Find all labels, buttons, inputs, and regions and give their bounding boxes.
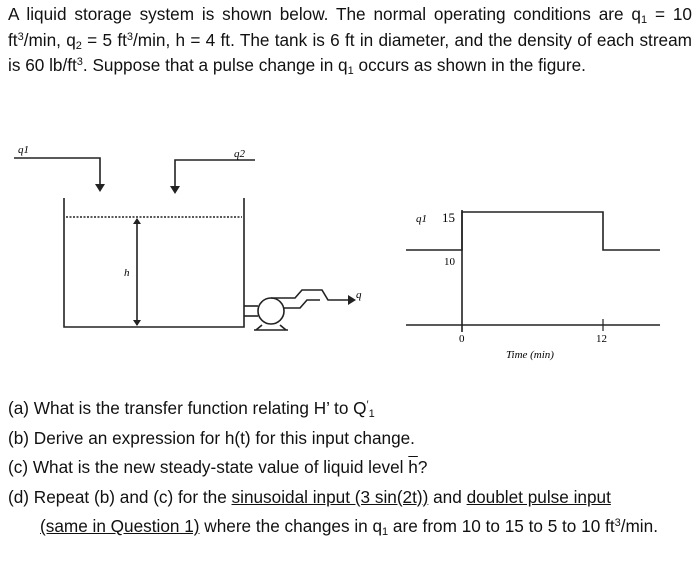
question-text: ? [417,457,428,477]
intro-text: /min, h = 4 ft. The tank is 6 ft in diameter, and the density of each stream is 60 lb/ft [8,29,692,75]
tank-diagram [14,158,356,330]
question-text: (c) What is the new steady-state value of liquid level [8,457,409,477]
prime-mark: ′ [366,399,369,411]
level-arrow-down [133,320,141,326]
tick-10-label: 10 [444,256,455,268]
tank-q-label: q [356,289,362,301]
question-b: (b) Derive an expression for h(t) for this input change. [8,427,415,448]
question-text: where the changes in q [199,516,383,536]
intro-text: A liquid storage system is shown below. The normal operating conditions are q [8,4,641,24]
intro-text: occurs as shown in the figure. [353,55,586,75]
subscript: 1 [347,65,354,77]
discharge-pipe-bottom [284,300,320,308]
question-text: and [428,486,467,507]
pulse-input-graph [406,210,660,332]
question-text: /min. [620,516,658,536]
inlet-arrow-q1 [95,184,105,192]
subscript: 1 [368,408,375,420]
question-d-continued [8,512,692,542]
intro-text: = 10 ft [8,4,692,50]
underlined-phrase: (same in Question 1) [40,516,200,536]
superscript: 3 [126,30,134,43]
problem-intro [8,2,692,79]
symbol-q: Q [353,398,367,418]
question-text: (a) What is the transfer function relating H’ to [8,398,354,418]
tank-q2-label: q2 [234,148,245,160]
outlet-arrow [348,295,356,305]
inlet-arrow-q2 [170,186,180,194]
symbol-h-bar: $\overline{h}$ [408,457,418,477]
intro-text: . Suppose that a pulse change in q [82,55,348,75]
question-d [8,483,692,513]
pump-body [258,298,284,324]
underlined-phrase: sinusoidal input (3 sin(2t)) [231,486,429,507]
inlet-pipe-q2 [175,160,255,188]
time-axis-label: Time (min) [506,349,554,361]
intro-paragraph [8,2,692,79]
tick-0-label: 0 [459,333,465,345]
superscript: 3 [17,30,24,43]
underlined-phrase: doublet pulse input [466,486,611,507]
superscript: 3 [76,56,83,68]
question-a [8,394,692,424]
intro-text: = 5 ft [81,29,127,50]
level-arrow-up [133,218,141,224]
question-list [8,394,692,542]
superscript: 3 [614,517,621,529]
question-c [8,453,692,483]
graph-q1-label: q1 [416,213,427,225]
subscript: 1 [640,14,648,26]
inlet-pipe-q1 [14,158,100,186]
subscript: 2 [75,39,82,52]
question-text: (d) Repeat (b) and (c) for the [8,486,232,507]
tank-q1-label: q1 [18,144,29,156]
subscript: 1 [382,526,389,538]
intro-text: /min, q [23,29,76,50]
tank-h-label: h [124,267,130,279]
tick-12-label: 12 [596,333,607,345]
tick-15-label: 15 [442,210,455,225]
question-text: are from 10 to 15 to 5 to 10 ft [388,516,615,536]
problem-figure [0,140,700,390]
discharge-pipe [271,290,350,300]
